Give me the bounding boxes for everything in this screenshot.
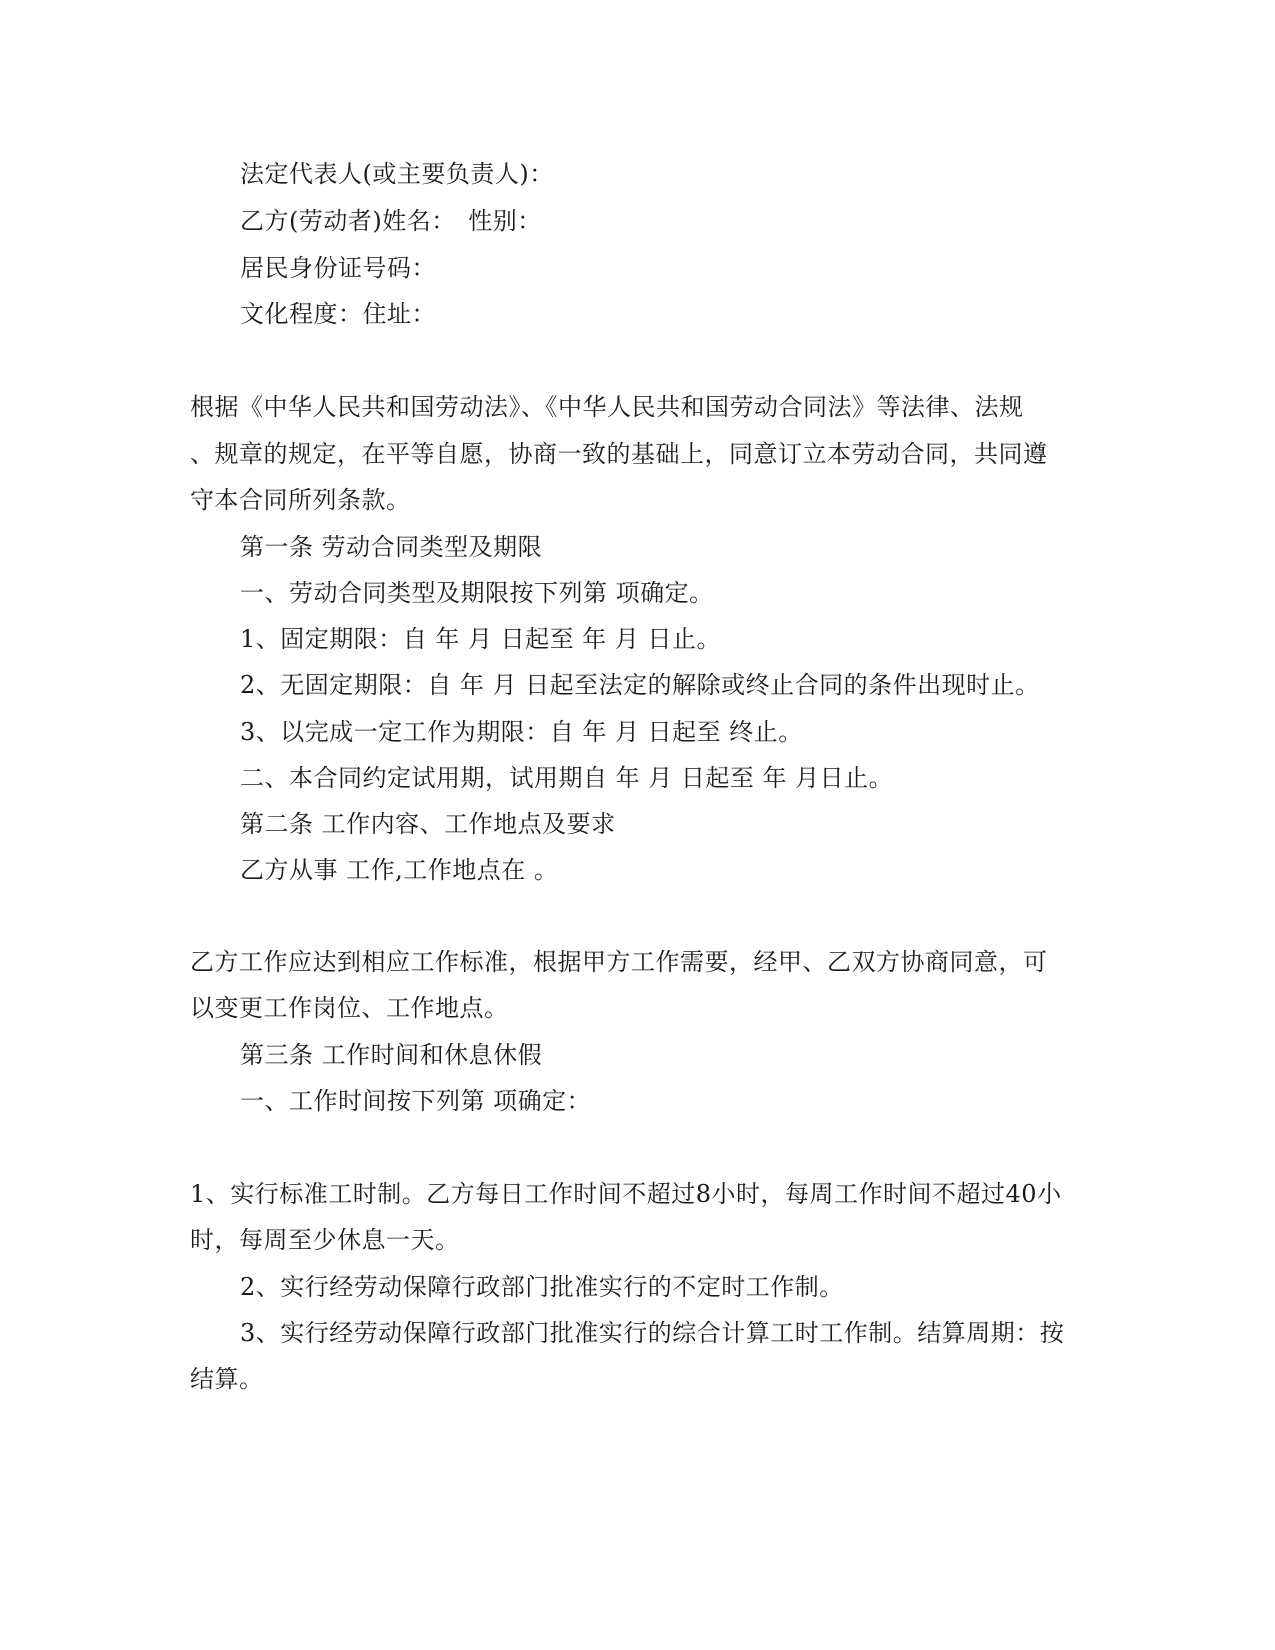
- preamble-line-3: 守本合同所列条款。: [190, 486, 411, 514]
- legal-representative-line: 法定代表人(或主要负责人)：: [240, 160, 554, 188]
- article-3-clause-1: 一、工作时间按下列第 项确定：: [240, 1087, 592, 1115]
- party-b-name-gender-line: 乙方(劳动者)姓名： 性别：: [240, 207, 542, 235]
- preamble-line-1: 根据《中华人民共和国劳动法》、《中华人民共和国劳动合同法》等法律、法规: [190, 393, 1024, 421]
- article-2-heading: 第二条 工作内容、工作地点及要求: [240, 810, 616, 838]
- work-content-line: 乙方从事 工作,工作地点在 。: [240, 856, 559, 884]
- fixed-term-line: 1、固定期限：自 年 月 日起至 年 月 日止。: [240, 625, 722, 653]
- article-1-clause-1: 一、劳动合同类型及期限按下列第 项确定。: [240, 579, 714, 607]
- probation-line: 二、本合同约定试用期，试用期自 年 月 日起至 年 月日止。: [240, 764, 894, 792]
- task-term-line: 3、以完成一定工作为期限：自 年 月 日起至 终止。: [240, 718, 803, 746]
- work-standard-line-1: 乙方工作应达到相应工作标准，根据甲方工作需要，经甲、乙双方协商同意，可: [190, 948, 1048, 976]
- article-1-heading: 第一条 劳动合同类型及期限: [240, 533, 543, 561]
- comprehensive-hours-line-2: 结算。: [190, 1365, 264, 1393]
- open-term-line: 2、无固定期限：自 年 月 日起至法定的解除或终止合同的条件出现时止。: [240, 671, 1040, 699]
- standard-hours-line-2: 时，每周至少休息一天。: [190, 1226, 460, 1254]
- preamble-line-2: 、规章的规定，在平等自愿，协商一致的基础上，同意订立本劳动合同，共同遵: [190, 440, 1048, 468]
- article-3-heading: 第三条 工作时间和休息休假: [240, 1041, 543, 1069]
- education-address-line: 文化程度：住址：: [240, 300, 436, 328]
- comprehensive-hours-line-1: 3、实行经劳动保障行政部门批准实行的综合计算工时工作制。结算周期：按: [240, 1319, 1065, 1347]
- id-number-line: 居民身份证号码：: [240, 254, 436, 282]
- work-standard-line-2: 以变更工作岗位、工作地点。: [190, 994, 509, 1022]
- flexible-hours-line: 2、实行经劳动保障行政部门批准实行的不定时工作制。: [240, 1273, 844, 1301]
- standard-hours-line-1: 1、实行标准工时制。乙方每日工作时间不超过8小时，每周工作时间不超过40小: [190, 1180, 1062, 1208]
